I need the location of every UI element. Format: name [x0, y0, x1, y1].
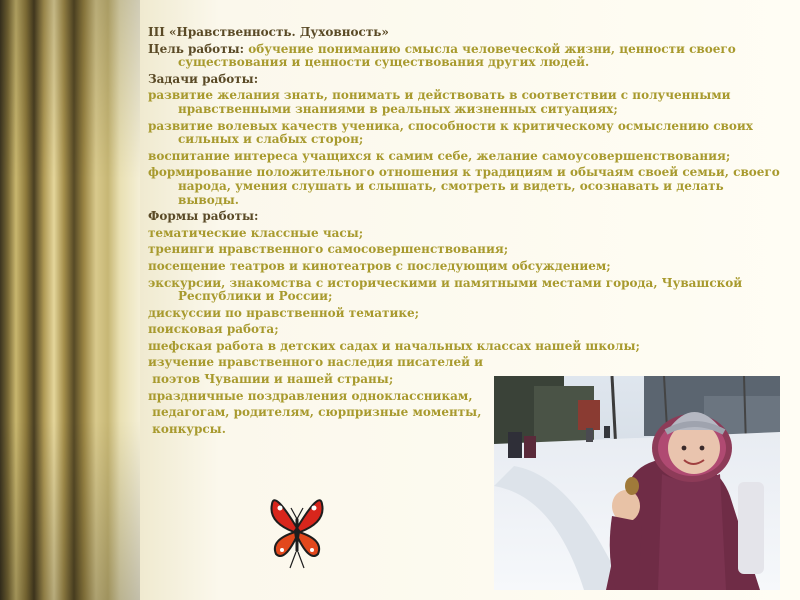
forms-label: Формы работы: — [148, 209, 259, 224]
task-item: формирование положительного отношения к традициям и обычаям своей семьи, своего народа, умения слушать и слышать, смотреть и видеть, осознавать и делать выводы. — [148, 165, 780, 207]
goal-paragraph — [148, 43, 780, 70]
section-heading: III «Нравственность. Духовность» — [148, 25, 389, 39]
tasks-label: Задачи работы: — [148, 71, 259, 86]
winter-photo — [494, 376, 780, 590]
form-item: праздничные поздравления одноклассникам, — [148, 388, 473, 403]
form-item: экскурсии, знакомства с историческими и памятными местами города, Чувашской Республики и России; — [148, 275, 743, 304]
task-item: развитие желания знать, понимать и действовать в соответствии с полученными нравственными знаниями в реальных жизненных ситуациях; — [148, 88, 731, 116]
tasks-list — [148, 89, 780, 207]
decorative-striped-border — [0, 0, 140, 600]
form-item: тренинги нравственного самосовершенствования; — [148, 242, 509, 257]
task-item: развитие волевых качеств ученика, способности к критическому осмыслению своих сильных и слабых сторон; — [148, 118, 753, 147]
form-item: поэтов Чувашии и нашей страны; — [148, 372, 394, 387]
form-item: поисковая работа; — [148, 322, 279, 337]
winter-photo-scene — [494, 376, 780, 590]
goal-label: Цель работы: — [148, 41, 249, 56]
butterfly-icon — [266, 488, 328, 570]
goal-text: обучение пониманию смысла человеческой жизни, ценности своего существования и ценности существования других людей. — [178, 41, 736, 70]
form-item: дискуссии по нравственной тематике; — [148, 305, 420, 320]
task-item: воспитание интереса учащихся к самим себе, желание самоусовершенствования; — [148, 148, 731, 163]
form-item: педагогам, родителям, сюрпризные моменты, — [148, 405, 482, 420]
form-item: изучение нравственного наследия писателей и — [148, 355, 484, 370]
form-item: шефская работа в детских садах и начальных классах нашей школы; — [148, 338, 640, 353]
form-item: конкурсы. — [148, 421, 226, 436]
form-item: посещение театров и кинотеатров с последующим обсуждением; — [148, 258, 611, 273]
form-item: тематические классные часы; — [148, 225, 364, 240]
